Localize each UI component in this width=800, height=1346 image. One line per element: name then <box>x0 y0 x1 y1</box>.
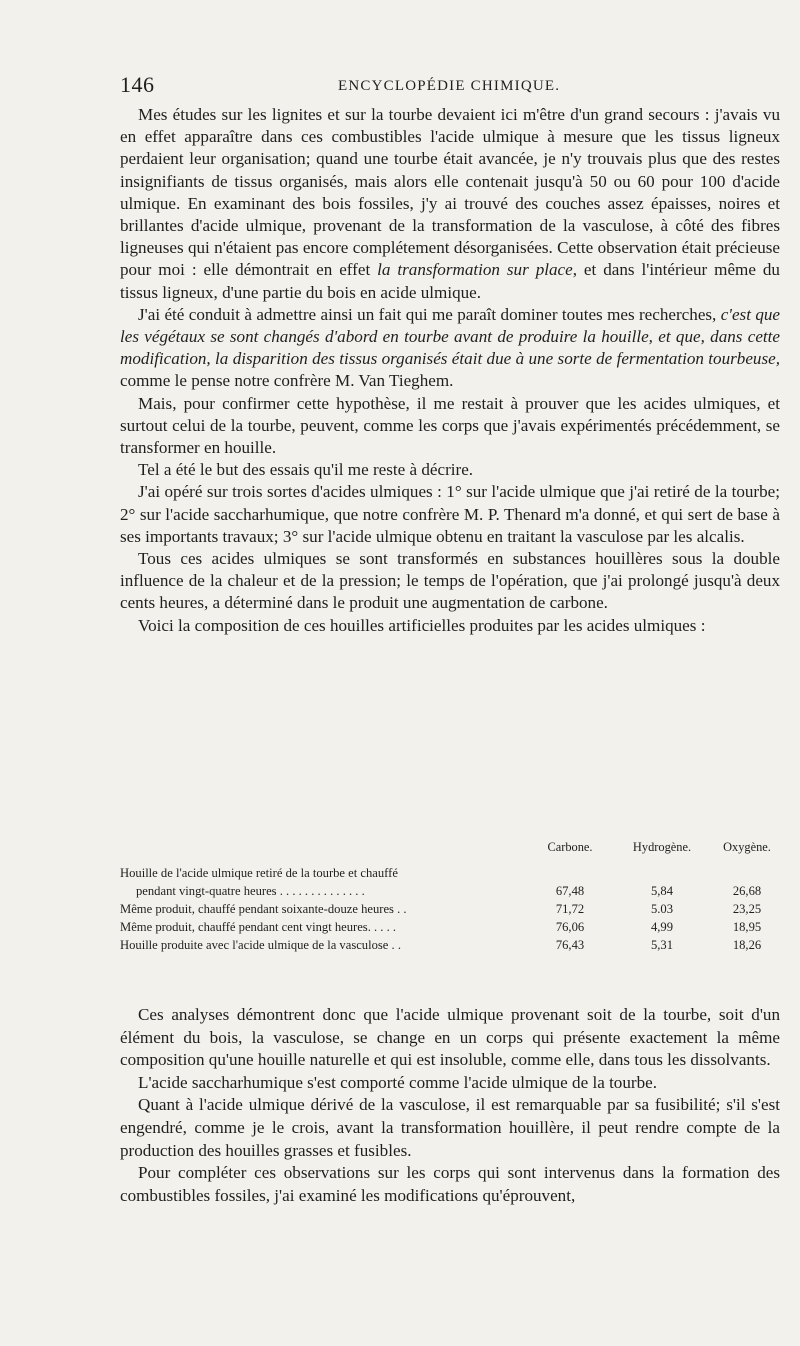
cell-carbone: 76,43 <box>555 938 585 952</box>
paragraph-3: Mais, pour confirmer cette hypothèse, il me restait à prouver que les acides ulmiques, et surtout celui de la tourbe, peuvent, comme les corps que j'avais expérimentés précédemment, se transformer en houille. <box>120 393 780 458</box>
cell-hydrogene: 5,31 <box>650 938 674 952</box>
table-row <box>120 936 786 954</box>
cell-carbone: 71,72 <box>555 902 585 916</box>
italic-phrase: la transformation sur place <box>377 260 573 280</box>
table-row <box>120 918 786 936</box>
paragraph-2: J'ai été conduit à admettre ainsi un fait qui me paraît dominer toutes mes recherches, c'est que les végétaux se sont changés d'abord en tourbe avant de produire la houille, et que, dans cette modification, la disparition des tissus organisés était due à une sorte de fermentation tourbeuse, comme le pense notre confrère M. Van Tieghem. <box>120 304 781 391</box>
header-carbone: Carbone. <box>547 840 593 854</box>
cell-carbone: 67,48 <box>555 884 585 898</box>
row-label: pendant vingt-quatre heures . . . . . . . . . . . . . . <box>136 884 365 898</box>
body-text-upper <box>120 104 780 637</box>
cell-oxygene: 18,26 <box>732 938 762 952</box>
table-row <box>120 900 786 918</box>
paragraph-10: Quant à l'acide ulmique dérivé de la vasculose, il est remarquable par sa fusibilité; s'il s'est engendré, comme je le crois, avant la transformation houillère, il peut rendre compte de la production des houilles grasses et fusibles. <box>120 1095 780 1160</box>
paragraph-1: Mes études sur les lignites et sur la tourbe devaient ici m'être d'un grand secours : j'avais vu en effet apparaître dans ces combustibles l'acide ulmique à mesure que les tissus ligneux perdaient leur organisation; quand une tourbe était avancée, je n'y trouvais plus que des restes insignifiants de tissus organisés, mais alors elle contenait jusqu'à 50 ou 60 pour 100 d'acide ulmique. En examinant des bois fossiles, j'y ai trouvé des couches assez épaisses, noires et brillantes d'acide ulmique, provenant de la transformation de la vasculose, à côté des fibres ligneuses qui n'étaient pas encore complétement désorganisées. Cette observation était précieuse pour moi : elle démontrait en effet la transformation sur place, et dans l'intérieur même du tissus ligneux, d'une partie du bois en acide ulmique. <box>120 105 780 302</box>
cell-oxygene: 18,95 <box>732 920 762 934</box>
cell-oxygene: 23,25 <box>732 902 762 916</box>
composition-table <box>120 838 786 954</box>
header-hydrogene: Hydrogène. <box>632 840 692 854</box>
paragraph-5: J'ai opéré sur trois sortes d'acides ulmiques : 1° sur l'acide ulmique que j'ai retiré de la tourbe; 2° sur l'acide saccharhumique, que notre confrère M. P. Thenard m'a donné, et qui sert de base à ses importants travaux; 3° sur l'acide ulmique obtenu en traitant la vasculose par les alcalis. <box>120 482 780 546</box>
paragraph-4: Tel a été le but des essais qu'il me reste à décrire. <box>138 460 474 480</box>
row-label: Houille de l'acide ulmique retiré de la tourbe et chauffé <box>120 866 398 880</box>
running-head: ENCYCLOPÉDIE CHIMIQUE. <box>338 78 561 94</box>
paragraph-6: Tous ces acides ulmiques se sont transformés en substances houillères sous la double influence de la chaleur et de la pression; le temps de l'opération, que j'ai prolongé jusqu'à deux cents heures, a déterminé dans le produit une augmentation de carbone. <box>120 549 780 613</box>
row-label: Même produit, chauffé pendant cent vingt heures. . . . . <box>120 920 397 934</box>
header-oxygene: Oxygène. <box>723 840 771 854</box>
cell-oxygene: 26,68 <box>732 884 762 898</box>
row-label: Houille produite avec l'acide ulmique de la vasculose . . <box>120 938 401 952</box>
paragraph-8: Ces analyses démontrent donc que l'acide ulmique provenant soit de la tourbe, soit d'un élément du bois, la vasculose, se change en un corps qui présente exactement la même composition qu'une houille naturelle et qui est insoluble, comme elle, dans tous les dissolvants. <box>120 1005 780 1070</box>
page-header <box>120 72 780 102</box>
paragraph-11: Pour compléter ces observations sur les corps qui sont intervenus dans la formation des combustibles fossiles, j'ai examiné les modifications qu'éprouvent, <box>120 1163 780 1205</box>
paragraph-9: L'acide saccharhumique s'est comporté comme l'acide ulmique de la tourbe. <box>138 1072 658 1092</box>
table-header <box>120 838 786 864</box>
cell-hydrogene: 4,99 <box>650 920 674 934</box>
row-label: Même produit, chauffé pendant soixante-douze heures . . <box>120 902 407 916</box>
italic-passage: c'est que les végétaux se sont changés d'abord en tourbe avant de produire la houille, et que, dans cette modification, la disparition des tissus organisés était due à une sorte de fermentation tourbeuse, <box>120 304 781 369</box>
cell-hydrogene: 5.03 <box>650 902 674 916</box>
cell-hydrogene: 5,84 <box>650 884 674 898</box>
cell-carbone: 76,06 <box>555 920 585 934</box>
table-row <box>120 882 786 900</box>
table-row <box>120 864 786 882</box>
page-number: 146 <box>120 72 155 97</box>
paragraph-7: Voici la composition de ces houilles artificielles produites par les acides ulmiques : <box>138 615 706 635</box>
body-text-lower <box>120 1004 780 1207</box>
